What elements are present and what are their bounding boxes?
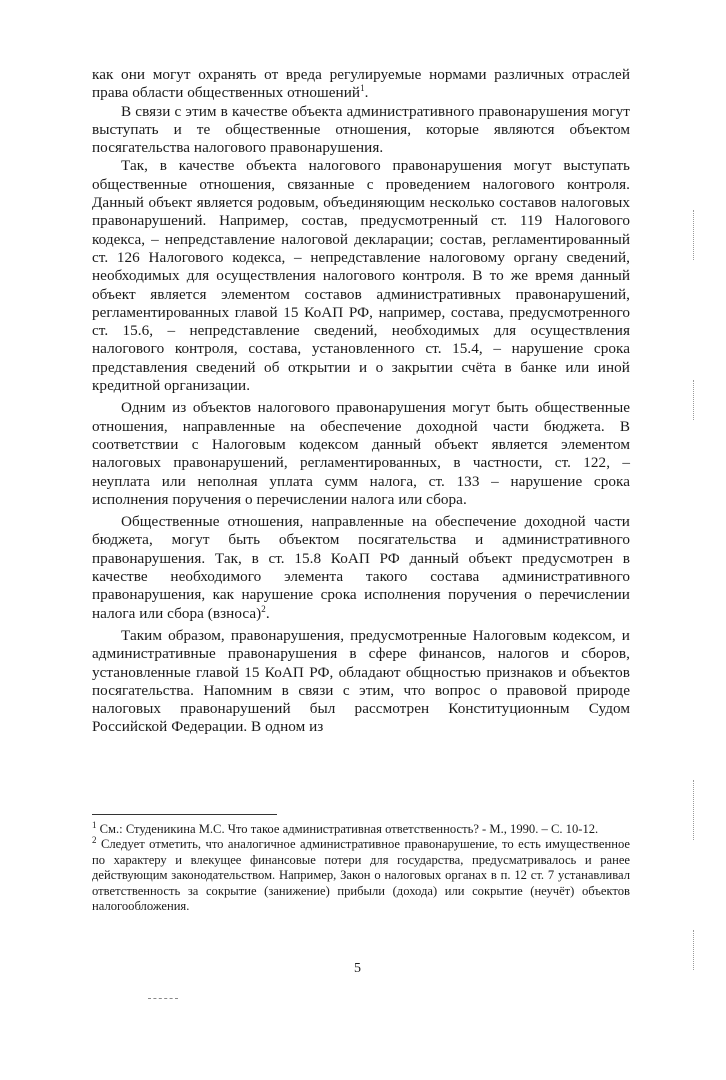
scan-edge-artifact (693, 930, 694, 970)
page-number: 5 (354, 961, 361, 976)
paragraph-5-text: Общественные отношения, направленные на обеспечение доходной части бюджета, могут быть объектом посягательства и административного правонарушения. Так, в ст. 15.8 КоАП РФ данный объект предусмотрен в качестве необходимого элемента такого состава административного правонарушения, как нарушение срока исполнения поручения о перечислении налога или сбора (взноса) (92, 513, 630, 622)
footnote-1 (92, 819, 630, 837)
footnote-2-text: Следует отметить, что аналогичное административное правонарушение, то есть имущественное по характеру и влекущее финансовые потери для государства, предусматривалось и ранее действующим законодательством. Например, Закон о налоговых органах в п. 12 ст. 7 устанавливал ответственность за сокрытие (занижение) прибыли (дохода) или сокрытие (неучёт) объектов налогообложения. (92, 837, 630, 914)
paragraph-4: Одним из объектов налогового правонарушения могут быть общественные отношения, направленные на обеспечение доходной части бюджета. В соответствии с Налоговым кодексом данный объект является элементом налоговых правонарушений, регламентированных, в частности, ст. 122, – неуплата или неполная уплата сумм налога, ст. 133 – нарушение срока исполнения поручения о перечислении налога или сбора. (92, 399, 630, 508)
footnote-1-text: См.: Студеникина М.С. Что такое административная ответственность? - М., 1990. – С. 10-12. (96, 822, 599, 836)
footnotes (92, 819, 630, 914)
footnote-ref-1: 1 (360, 83, 365, 94)
paragraph-1 (92, 66, 630, 103)
body-text (92, 66, 630, 737)
scan-edge-artifact (693, 380, 694, 420)
scan-edge-artifact (693, 210, 694, 260)
paragraph-2: В связи с этим в качестве объекта административного правонарушения могут выступать и те общественные отношения, которые являются объектом посягательства налогового правонарушения. (92, 102, 630, 157)
footnote-ref-2: 2 (261, 603, 266, 614)
paragraph-6: Таким образом, правонарушения, предусмотренные Налоговым кодексом, и административные правонарушения в сфере финансов, налогов и сборов, установленные главой 15 КоАП РФ, обладают общностью признаков и объектов посягательства. Напомним в связи с этим, что вопрос о правовой природе налоговых правонарушений был рассмотрен Конституционным Судом Российской Федерации. В одном из (92, 626, 630, 736)
scan-edge-artifact (693, 780, 694, 840)
paragraph-3: Так, в качестве объекта налогового правонарушения могут выступать общественные отношения, связанные с проведением налогового контроля. Данный объект является родовым, объединяющим несколько составов налоговых правонарушений. Например, состав, предусмотренный ст. 119 Налогового кодекса, – непредставление налоговой декларации; состав, регламентированный ст. 126 Налогового кодекса, – непредставление налоговому органу сведений, необходимых для осуществления налогового контроля. В то же время данный объект является элементом составов административных правонарушений, регламентированных главой 15 КоАП РФ, например, состава, предусмотренного ст. 15.6, – непредставление сведений, необходимых для осуществления налогового контроля, состава, установленного ст. 15.4, – нарушение срока представления сведений об открытии и о закрытии счёта в банке или иной кредитной организации. (92, 157, 630, 395)
paragraph-1-end: . (364, 84, 369, 102)
paragraph-5 (92, 513, 630, 623)
footnote-2 (92, 837, 630, 914)
footnote-separator (92, 814, 277, 815)
footnote-2-mark: 2 (92, 835, 97, 846)
paragraph-1-text: как они могут охранять от вреда регулируемые нормами различных отраслей права области общественных отношений (92, 66, 630, 102)
scan-artifact (148, 998, 178, 999)
footnote-1-mark: 1 (92, 819, 97, 830)
paragraph-5-end: . (265, 604, 270, 622)
